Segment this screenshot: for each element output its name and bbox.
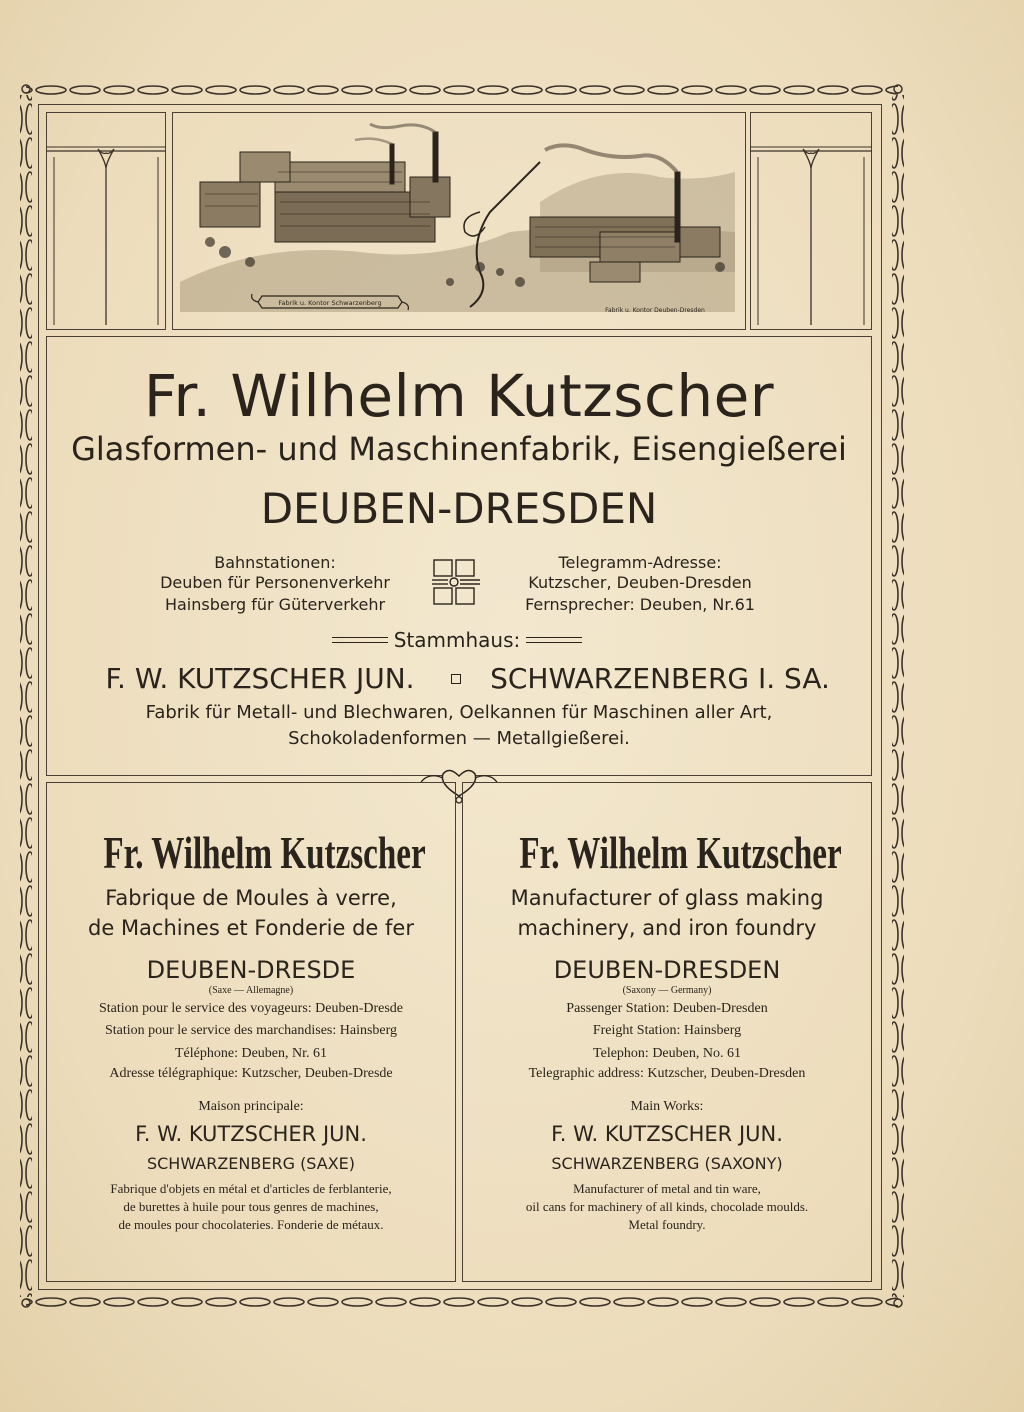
french-station-line1: Station pour le service des voyageurs: Deuben-Dresde — [98, 1001, 403, 1016]
engraving-caption-right: Fabrik u. Kontor Deuben-Dresden — [605, 307, 705, 314]
english-subtitle-line2: machinery, and iron foundry — [517, 916, 817, 940]
french-city: DEUBEN-DRESDE — [146, 956, 356, 984]
french-products-line1: Fabrique d'objets en métal et d'articles de ferblanterie, — [110, 1181, 392, 1196]
tulip-ornament-right — [750, 145, 872, 325]
english-products-line2: oil cans for machinery of all kinds, chocolade moulds. — [525, 1199, 809, 1214]
tulip-ornament-left — [46, 145, 166, 325]
english-telegram: Telegraphic address: Kutzscher, Deuben-Dresden — [528, 1066, 806, 1081]
english-city: DEUBEN-DRESDEN — [553, 956, 781, 984]
french-products-line2: de burettes à huile pour tous genres de machines, — [123, 1199, 379, 1214]
french-region: (Saxe — Allemagne) — [208, 985, 294, 996]
english-phone: Telephon: Deuben, No. 61 — [593, 1046, 741, 1061]
german-stammhaus: Stammhaus: — [393, 628, 521, 652]
square-ornament — [451, 674, 461, 684]
english-main-label: Main Works: — [630, 1099, 704, 1114]
french-station-line2: Station pour le service des marchandises: Hainsberg — [104, 1023, 398, 1038]
english-station-line2: Freight Station: Hainsberg — [592, 1023, 742, 1038]
french-parent-name: F. W. KUTZSCHER JUN. — [135, 1122, 367, 1146]
german-company-title: Fr. Wilhelm Kutzscher — [143, 362, 775, 430]
monogram-ornament — [432, 558, 482, 606]
english-products-line3: Metal foundry. — [628, 1217, 706, 1232]
english-station-line1: Passenger Station: Deuben-Dresden — [566, 1001, 768, 1016]
german-stations-line2: Hainsberg für Güterverkehr — [164, 595, 386, 614]
french-main-label: Maison principale: — [198, 1099, 304, 1114]
german-telegram-value: Kutzscher, Deuben-Dresden — [528, 573, 752, 592]
german-products-line2: Schokoladenformen — Metallgießerei. — [288, 728, 630, 749]
french-products-line3: de moules pour chocolateries. Fonderie de métaux. — [118, 1217, 384, 1232]
english-company-title: Fr. Wilhelm Kutzscher — [519, 827, 842, 878]
german-products-line1: Fabrik für Metall- und Blechwaren, Oelkannen für Maschinen aller Art, — [145, 702, 773, 723]
stammhaus-rule-left — [332, 637, 388, 643]
german-parent-city: SCHWARZENBERG I. SA. — [490, 662, 830, 695]
french-company-title: Fr. Wilhelm Kutzscher — [103, 827, 426, 878]
english-subtitle-line1: Manufacturer of glass making — [510, 886, 824, 910]
german-city: DEUBEN-DRESDEN — [260, 484, 658, 533]
german-stations-label: Bahnstationen: — [214, 553, 336, 572]
english-region: (Saxony — Germany) — [622, 985, 712, 996]
english-parent-city: SCHWARZENBERG (SAXONY) — [551, 1154, 783, 1173]
french-subtitle-line1: Fabrique de Moules à verre, — [105, 886, 397, 910]
french-parent-city: SCHWARZENBERG (SAXE) — [146, 1154, 356, 1173]
german-parent-name: F. W. KUTZSCHER JUN. — [105, 662, 415, 695]
french-phone: Téléphone: Deuben, Nr. 61 — [174, 1046, 327, 1061]
german-stations-line1: Deuben für Personenverkehr — [160, 573, 390, 592]
french-telegram: Adresse télégraphique: Kutzscher, Deuben-Dresde — [109, 1066, 393, 1081]
french-subtitle-line2: de Machines et Fonderie de fer — [88, 916, 414, 940]
german-telegram-label: Telegramm-Adresse: — [558, 553, 722, 572]
german-phone: Fernsprecher: Deuben, Nr.61 — [525, 595, 755, 614]
english-products-line1: Manufacturer of metal and tin ware, — [573, 1181, 761, 1196]
stammhaus-rule-right — [526, 637, 582, 643]
engraving-caption-left: Fabrik u. Kontor Schwarzenberg — [278, 299, 382, 307]
english-parent-name: F. W. KUTZSCHER JUN. — [551, 1122, 783, 1146]
factory-engraving — [180, 122, 740, 322]
german-subtitle: Glasformen- und Maschinenfabrik, Eisengießerei — [71, 430, 847, 468]
